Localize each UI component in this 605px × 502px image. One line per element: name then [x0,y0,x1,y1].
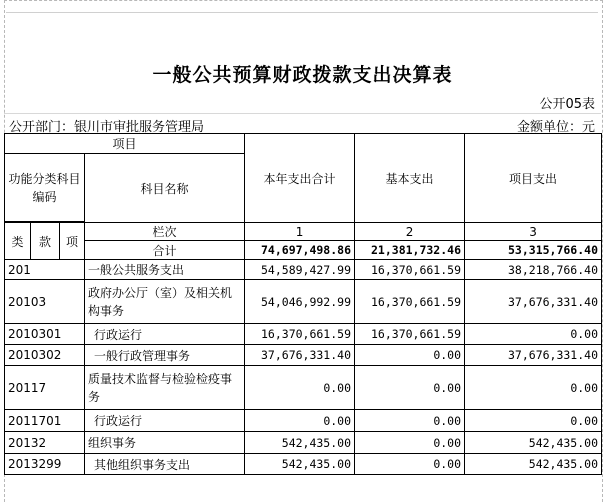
row-basic: 0.00 [355,410,465,432]
row-project: 0.00 [465,324,602,345]
header-basic: 基本支出 [355,134,465,223]
row-basic: 16,370,661.59 [355,260,465,280]
row-code: 2010301 [5,324,85,345]
col-number-2: 2 [355,223,465,241]
row-total: 0.00 [245,410,355,432]
table-row [5,454,602,475]
table-row [5,366,602,410]
col-number-1: 1 [245,223,355,241]
row-name: 一般行政管理事务 [85,345,245,366]
row-basic: 0.00 [355,454,465,475]
header-project-exp: 项目支出 [465,134,602,223]
row-name: 质量技术监督与检验检疫事务 [85,366,245,410]
row-name: 其他组织事务支出 [85,454,245,475]
header-row-3 [5,223,602,241]
row-project: 0.00 [465,366,602,410]
row-code: 2013299 [5,454,85,475]
header-subject-name: 科目名称 [85,154,245,223]
row-basic: 0.00 [355,432,465,454]
row-code: 20132 [5,432,85,454]
table-row [5,324,602,345]
row-name: 政府办公厅（室）及相关机构事务 [85,280,245,324]
row-total: 54,046,992.99 [245,280,355,324]
row-project: 542,435.00 [465,432,602,454]
row-name: 行政运行 [85,324,245,345]
row-total: 37,676,331.40 [245,345,355,366]
table-row [5,345,602,366]
row-code: 2011701 [5,410,85,432]
row-project: 0.00 [465,410,602,432]
row-basic: 16,370,661.59 [355,324,465,345]
header-row-1 [5,134,602,154]
table-row [5,432,602,454]
table-number: 公开05表 [539,97,595,112]
row-total: 542,435.00 [245,454,355,475]
table-row [5,410,602,432]
expenditure-table [4,133,602,475]
unit-label: 金额单位：元 [516,120,595,135]
table-row [5,280,602,324]
total-row [5,241,602,260]
total-label: 合计 [85,241,245,260]
header-func-code: 功能分类科目编码 [5,154,85,222]
header-lei: 类 [5,223,31,260]
department-label: 公开部门：银川市审批服务管理局 [9,120,205,135]
report-title: 一般公共预算财政拨款支出决算表 [152,64,453,86]
row-project: 37,676,331.40 [465,345,602,366]
row-basic: 0.00 [355,345,465,366]
row-project: 542,435.00 [465,454,602,475]
row-basic: 0.00 [355,366,465,410]
total-all-value: 74,697,498.86 [245,241,355,260]
row-code: 20103 [5,280,85,324]
row-code: 201 [5,260,85,280]
total-project-value: 53,315,766.40 [465,241,602,260]
header-xiang: 项 [60,223,85,260]
row-project: 38,218,766.40 [465,260,602,280]
row-name: 一般公共服务支出 [85,260,245,280]
header-total: 本年支出合计 [245,134,355,223]
row-code: 20117 [5,366,85,410]
header-kuan: 款 [31,223,60,260]
row-basic: 16,370,661.59 [355,280,465,324]
header-lanci: 栏次 [85,223,245,241]
row-name: 组织事务 [85,432,245,454]
row-total: 542,435.00 [245,432,355,454]
col-number-3: 3 [465,223,602,241]
top-rule [6,12,598,13]
total-basic-value: 21,381,732.46 [355,241,465,260]
header-project: 项目 [5,134,245,154]
row-project: 37,676,331.40 [465,280,602,324]
row-code: 2010302 [5,345,85,366]
report-meta-bar [4,113,601,134]
row-total: 54,589,427.99 [245,260,355,280]
row-name: 行政运行 [85,410,245,432]
row-total: 16,370,661.59 [245,324,355,345]
table-row [5,260,602,280]
row-total: 0.00 [245,366,355,410]
